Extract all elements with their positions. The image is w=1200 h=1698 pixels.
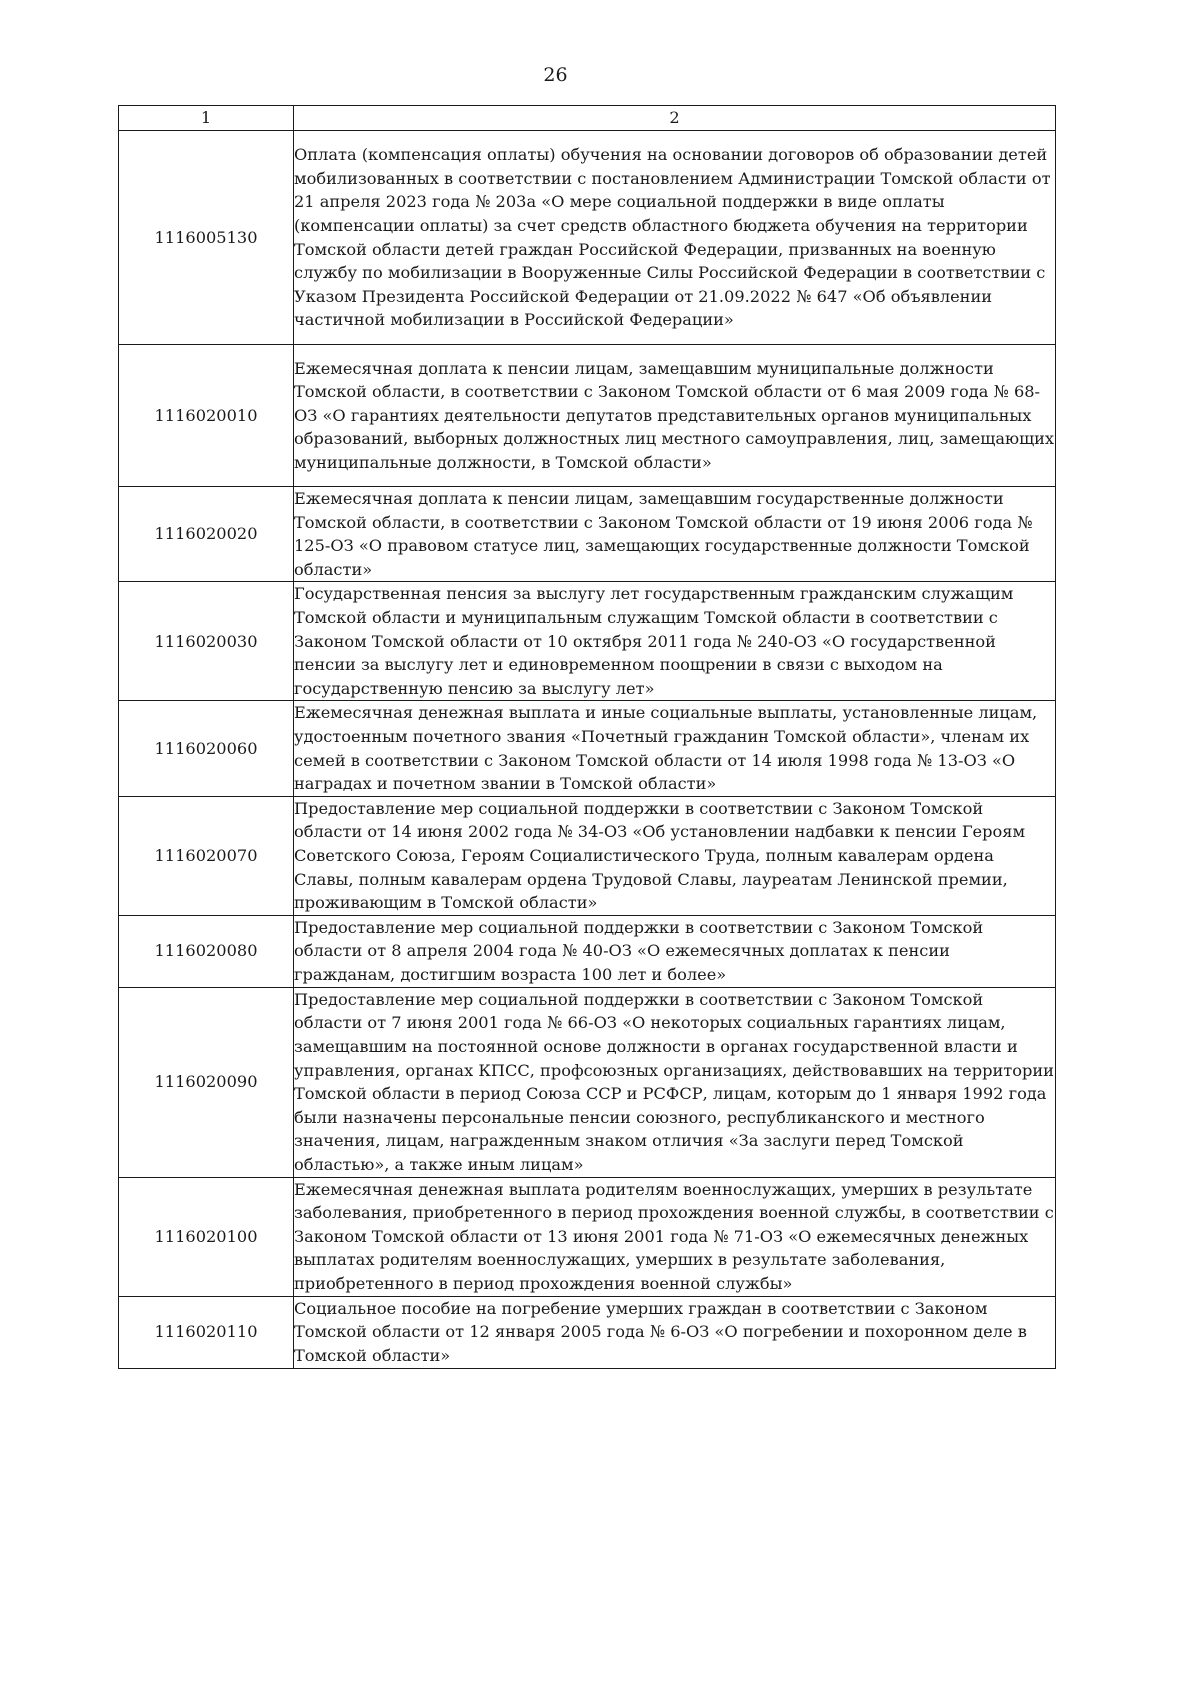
- page-number: 26: [543, 64, 568, 86]
- table-row: [119, 915, 1056, 987]
- description-cell: Ежемесячная доплата к пенсии лицам, замещавшим государственные должности Томской области, в соответствии с Законом Томской области от 19 июня 2006 года № 125-ОЗ «О правовом статусе лиц, замещающих государственные должности Томской области»: [294, 487, 1056, 582]
- table-row: [119, 131, 1056, 345]
- budget-code-cell: 1116020100: [119, 1177, 294, 1296]
- table-row: [119, 582, 1056, 701]
- table-row: [119, 1296, 1056, 1368]
- description-cell: Ежемесячная доплата к пенсии лицам, замещавшим муниципальные должности Томской области, в соответствии с Законом Томской области от 6 мая 2009 года № 68-ОЗ «О гарантиях деятельности депутатов представительных органов муниципальных образований, выборных должностных лиц местного самоуправления, лиц, замещающих муниципальные должности, в Томской области»: [294, 345, 1056, 487]
- budget-code-cell: 1116020110: [119, 1296, 294, 1368]
- budget-code-cell: 1116020070: [119, 796, 294, 915]
- description-cell: Ежемесячная денежная выплата и иные социальные выплаты, установленные лицам, удостоенным почетного звания «Почетный гражданин Томской области», членам их семей в соответствии с Законом Томской области от 14 июля 1998 года № 13-ОЗ «О наградах и почетном звании в Томской области»: [294, 701, 1056, 796]
- table-row: [119, 796, 1056, 915]
- description-cell: Предоставление мер социальной поддержки в соответствии с Законом Томской области от 8 апреля 2004 года № 40-ОЗ «О ежемесячных доплатах к пенсии гражданам, достигшим возраста 100 лет и более»: [294, 915, 1056, 987]
- column-header-1: 1: [119, 106, 294, 131]
- table-row: [119, 701, 1056, 796]
- budget-code-cell: 1116005130: [119, 131, 294, 345]
- budget-code-cell: 1116020030: [119, 582, 294, 701]
- description-cell: Предоставление мер социальной поддержки в соответствии с Законом Томской области от 14 июня 2002 года № 34-ОЗ «Об установлении надбавки к пенсии Героям Советского Союза, Героям Социалистического Труда, полным кавалерам ордена Славы, полным кавалерам ордена Трудовой Славы, лауреатам Ленинской премии, проживающим в Томской области»: [294, 796, 1056, 915]
- description-cell: Государственная пенсия за выслугу лет государственным гражданским служащим Томской области и муниципальным служащим Томской области в соответствии с Законом Томской области от 10 октября 2011 года № 240-ОЗ «О государственной пенсии за выслугу лет и единовременном поощрении в связи с выходом на государственную пенсию за выслугу лет»: [294, 582, 1056, 701]
- table-header-row: [119, 106, 1056, 131]
- budget-code-cell: 1116020090: [119, 987, 294, 1177]
- table-row: [119, 1177, 1056, 1296]
- budget-code-cell: 1116020010: [119, 345, 294, 487]
- table-row: [119, 487, 1056, 582]
- budget-code-cell: 1116020020: [119, 487, 294, 582]
- column-header-2: 2: [294, 106, 1056, 131]
- description-cell: Ежемесячная денежная выплата родителям военнослужащих, умерших в результате заболевания, приобретенного в период прохождения военной службы, в соответствии с Законом Томской области от 13 июня 2001 года № 71-ОЗ «О ежемесячных денежных выплатах родителям военнослужащих, умерших в результате заболевания, приобретенного в период прохождения военной службы»: [294, 1177, 1056, 1296]
- description-cell: Оплата (компенсация оплаты) обучения на основании договоров об образовании детей мобилизованных в соответствии с постановлением Администрации Томской области от 21 апреля 2023 года № 203а «О мере социальной поддержки в виде оплаты (компенсации оплаты) за счет средств областного бюджета обучения на территории Томской области детей граждан Российской Федерации, призванных на военную службу по мобилизации в Вооруженные Силы Российской Федерации в соответствии с Указом Президента Российской Федерации от 21.09.2022 № 647 «Об объявлении частичной мобилизации в Российской Федерации»: [294, 131, 1056, 345]
- description-cell: Социальное пособие на погребение умерших граждан в соответствии с Законом Томской области от 12 января 2005 года № 6-ОЗ «О погребении и похоронном деле в Томской области»: [294, 1296, 1056, 1368]
- budget-code-cell: 1116020060: [119, 701, 294, 796]
- description-cell: Предоставление мер социальной поддержки в соответствии с Законом Томской области от 7 июня 2001 года № 66-ОЗ «О некоторых социальных гарантиях лицам, замещавшим на постоянной основе должности в органах государственной власти и управления, органах КПСС, профсоюзных организациях, действовавших на территории Томской области в период Союза ССР и РСФСР, лицам, которым до 1 января 1992 года были назначены персональные пенсии союзного, республиканского и местного значения, лицам, награжденным знаком отличия «За заслуги перед Томской областью», а также иным лицам»: [294, 987, 1056, 1177]
- budget-code-cell: 1116020080: [119, 915, 294, 987]
- table-row: [119, 987, 1056, 1177]
- budget-codes-table: [118, 105, 1056, 1369]
- table-row: [119, 345, 1056, 487]
